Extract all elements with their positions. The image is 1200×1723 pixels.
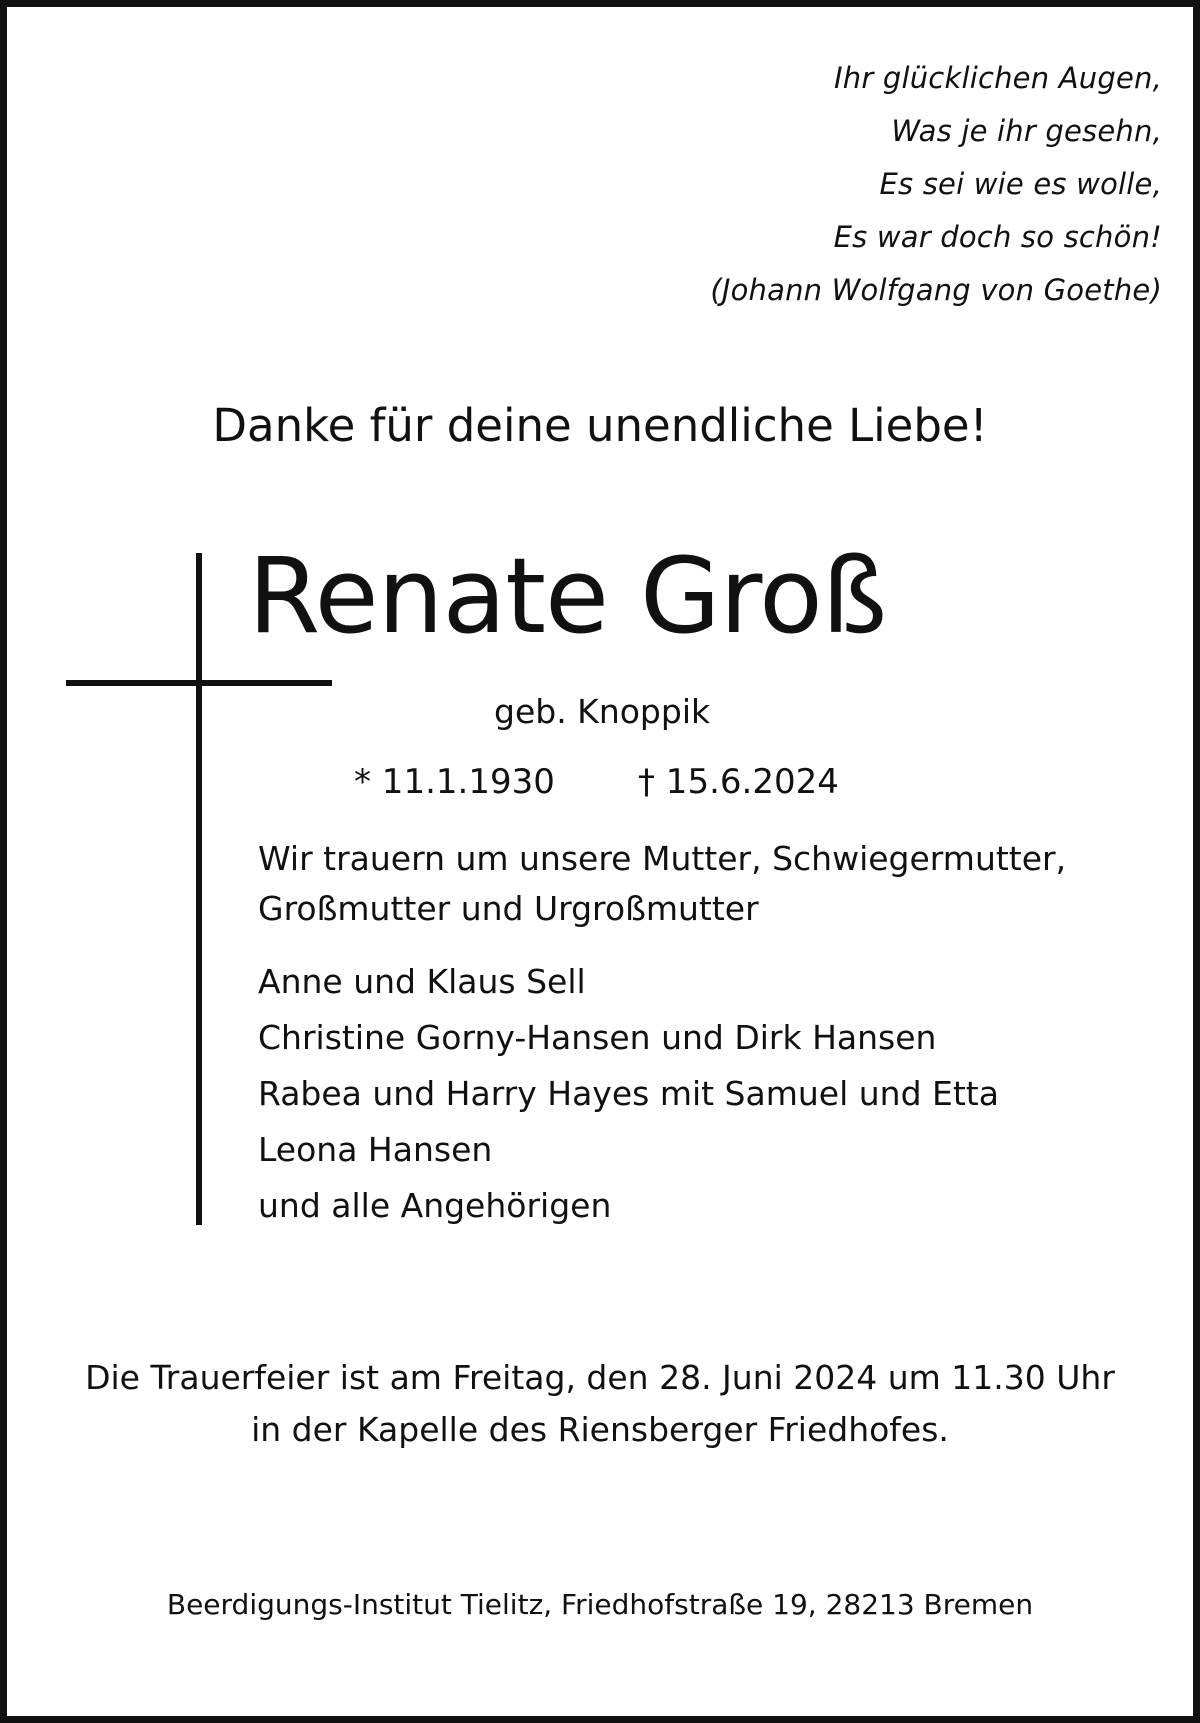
deceased-name: Renate Groß (248, 535, 887, 657)
cross-icon-vertical-bar (196, 553, 202, 1225)
service-line: Die Trauerfeier ist am Freitag, den 28. Juni 2024 um 11.30 Uhr (85, 1358, 1115, 1397)
poem-line: Es war doch so schön! (833, 220, 1162, 254)
mourner-entry: und alle Angehörigen (258, 1186, 612, 1225)
mourner-entry: Leona Hansen (258, 1130, 493, 1169)
poem-line: Was je ihr gesehn, (891, 114, 1162, 148)
mourning-line: Wir trauern um unsere Mutter, Schwiegermutter, (258, 839, 1067, 878)
mourners-list (258, 954, 999, 1234)
funeral-home-address: Beerdigungs-Institut Tielitz, Friedhofstraße 19, 28213 Bremen (166, 1588, 1034, 1621)
birth-date: * 11.1.1930 (354, 762, 555, 802)
birth-name: geb. Knoppik (494, 692, 711, 731)
thanks-heading: Danke für deine unendliche Liebe! (212, 399, 988, 452)
goethe-poem (710, 52, 1162, 317)
mourning-line: Großmutter und Urgroßmutter (258, 889, 759, 928)
service-line: in der Kapelle des Riensberger Friedhofes. (251, 1410, 949, 1449)
mourner-entry: Rabea und Harry Hayes mit Samuel und Etta (258, 1074, 999, 1113)
mourner-entry: Christine Gorny-Hansen und Dirk Hansen (258, 1018, 937, 1057)
funeral-service-info (0, 1352, 1200, 1456)
mourner-entry: Anne und Klaus Sell (258, 962, 586, 1001)
cross-icon-horizontal-bar (66, 680, 332, 686)
death-date: † 15.6.2024 (638, 762, 839, 802)
mourning-statement (258, 834, 1066, 934)
poem-attribution: (Johann Wolfgang von Goethe) (710, 273, 1162, 307)
poem-line: Es sei wie es wolle, (879, 167, 1162, 201)
poem-line: Ihr glücklichen Augen, (833, 61, 1162, 95)
